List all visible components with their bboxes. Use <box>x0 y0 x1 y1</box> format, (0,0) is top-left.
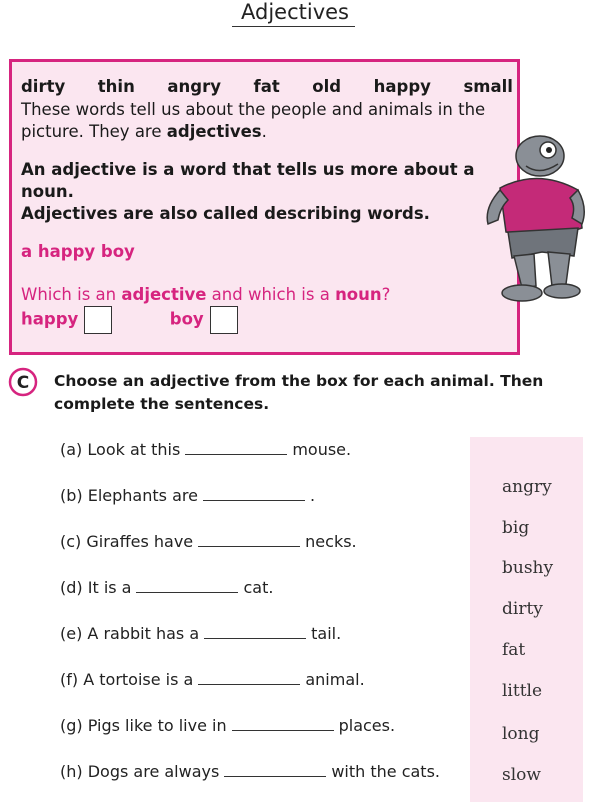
info-box <box>9 59 520 355</box>
section-instruction <box>54 370 584 416</box>
question-label: (e) <box>60 624 83 643</box>
option-boy-checkbox[interactable] <box>210 306 238 334</box>
example-word: dirty <box>21 77 66 96</box>
section-c-circle-icon <box>8 367 38 397</box>
question-e <box>60 624 341 643</box>
tortoise-mascot-illustration <box>478 128 588 308</box>
example-word: angry <box>167 77 221 96</box>
word-bank <box>470 437 583 802</box>
answer-blank[interactable] <box>204 624 306 639</box>
word-bank-item: slow <box>502 765 541 785</box>
question-prefix: Which is an <box>21 285 122 304</box>
definition-line-3: Adjectives are also called describing words. <box>21 204 430 223</box>
answer-blank[interactable] <box>185 440 287 455</box>
example-word: small <box>463 77 513 96</box>
answer-blank[interactable] <box>198 532 300 547</box>
example-word: thin <box>97 77 135 96</box>
question-text-before: Dogs are always <box>87 762 220 781</box>
question-text-before: Look at this <box>87 440 181 459</box>
word-bank-item: little <box>502 681 543 701</box>
answer-blank[interactable] <box>232 716 334 731</box>
question-label: (c) <box>60 532 82 551</box>
question-text-before: Elephants are <box>87 486 198 505</box>
question-text-after: . <box>309 486 316 505</box>
instruction-line-1: Choose an adjective from the box for each animal. Then <box>54 372 544 390</box>
question-text-before: Giraffes have <box>86 532 194 551</box>
question-text-after: tail. <box>311 624 342 643</box>
section-letter: C <box>16 373 30 393</box>
example-phrase: a happy boy <box>21 242 135 261</box>
intro-line-2-suffix: . <box>261 122 267 141</box>
question-text-before: A tortoise is a <box>83 670 194 689</box>
question-adjective: adjective <box>121 285 207 304</box>
question-label: (b) <box>60 486 83 505</box>
question-label: (a) <box>60 440 83 459</box>
question-label: (h) <box>60 762 83 781</box>
example-word: happy <box>373 77 431 96</box>
answer-options <box>21 306 238 334</box>
word-bank-item: big <box>502 518 530 538</box>
word-bank-item: fat <box>502 640 526 660</box>
definition-line-2: noun. <box>21 182 74 201</box>
intro-line-2-prefix: picture. They are <box>21 122 167 141</box>
question-mid: and which is a <box>206 285 336 304</box>
question-text-after: with the cats. <box>331 762 440 781</box>
question-c <box>60 532 357 551</box>
intro-line-1: These words tell us about the people and animals in the <box>21 100 486 119</box>
answer-blank[interactable] <box>203 486 305 501</box>
question-label: (d) <box>60 578 83 597</box>
word-bank-item: bushy <box>502 558 554 578</box>
page-title: Adjectives <box>241 0 349 24</box>
question-d <box>60 578 273 597</box>
question-a <box>60 440 351 459</box>
intro-line-2 <box>21 121 267 143</box>
question-text-after: cat. <box>243 578 274 597</box>
word-bank-item: dirty <box>502 599 543 619</box>
word-bank-item: long <box>502 724 540 744</box>
example-word: old <box>312 77 342 96</box>
question-label: (f) <box>60 670 79 689</box>
question-b <box>60 486 315 505</box>
question-text-after: necks. <box>305 532 357 551</box>
question-suffix: ? <box>381 285 391 304</box>
question-text-before: A rabbit has a <box>87 624 200 643</box>
question-line <box>21 284 390 306</box>
option-happy-label: happy <box>21 309 79 329</box>
question-g <box>60 716 395 735</box>
question-text-before: It is a <box>87 578 132 597</box>
option-boy-label: boy <box>169 309 204 329</box>
instruction-line-2: complete the sentences. <box>54 395 270 413</box>
word-bank-item: angry <box>502 477 552 497</box>
example-words-row <box>21 77 513 96</box>
question-text-after: mouse. <box>292 440 352 459</box>
question-h <box>60 762 440 781</box>
question-label: (g) <box>60 716 83 735</box>
answer-blank[interactable] <box>198 670 300 685</box>
question-noun: noun <box>335 285 382 304</box>
option-happy-checkbox[interactable] <box>84 306 112 334</box>
intro-line-2-bold: adjectives <box>166 122 262 141</box>
question-text-before: Pigs like to live in <box>87 716 227 735</box>
title-underline <box>232 26 355 27</box>
example-word: fat <box>253 77 280 96</box>
answer-blank[interactable] <box>224 762 326 777</box>
definition-line-1: An adjective is a word that tells us more about a <box>21 160 475 179</box>
question-f <box>60 670 365 689</box>
question-text-after: animal. <box>305 670 365 689</box>
question-text-after: places. <box>338 716 396 735</box>
answer-blank[interactable] <box>136 578 238 593</box>
